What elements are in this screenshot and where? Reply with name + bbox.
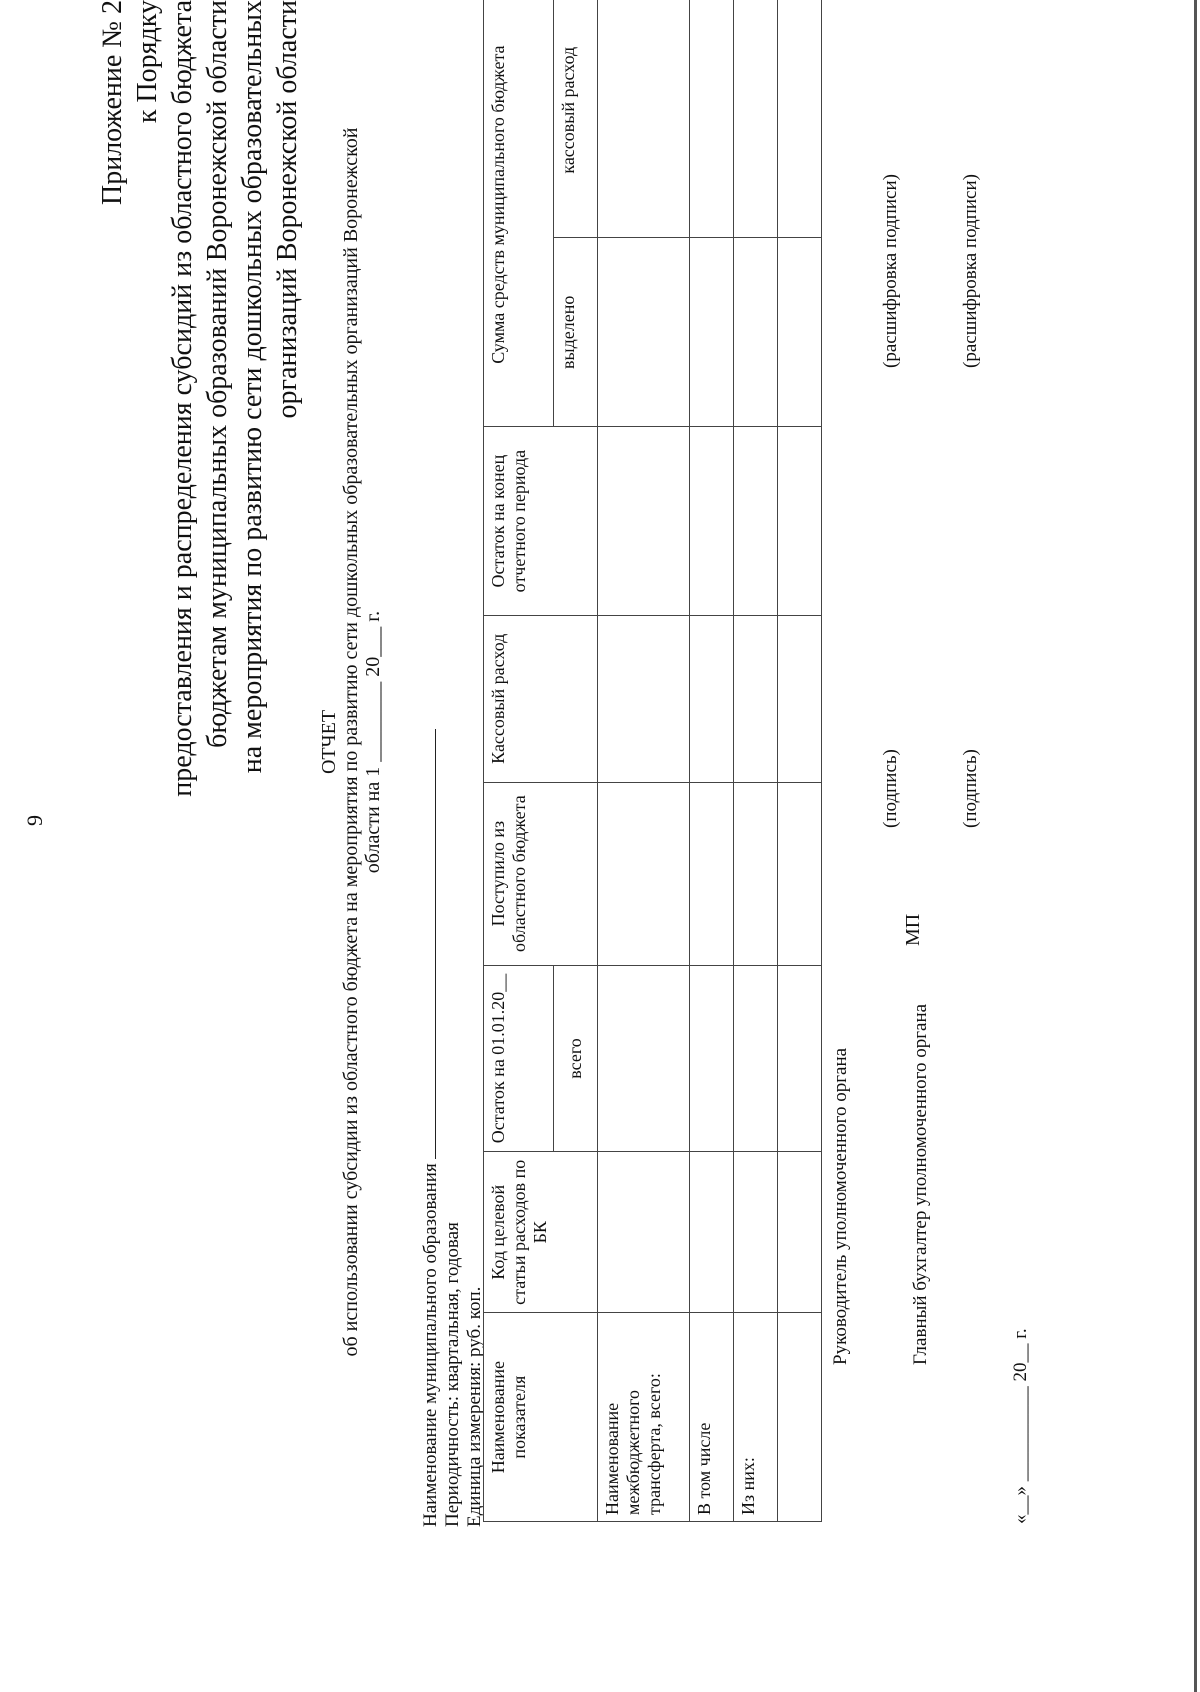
stamp-mark: МП: [902, 913, 924, 946]
cell[interactable]: [598, 965, 690, 1152]
header-balance-start: Остаток на 01.01.20__: [484, 965, 554, 1152]
cell[interactable]: [778, 0, 822, 238]
cell[interactable]: [598, 427, 690, 616]
report-subtitle-date: области на 1 ________ 20___ г.: [362, 610, 384, 874]
cell[interactable]: [598, 0, 690, 238]
unit: Единица измерения: руб. коп.: [464, 1286, 485, 1527]
municipality-field[interactable]: [435, 729, 436, 1159]
report-title-block: [318, 12, 384, 1472]
appendix-line: бюджетам муниципальных образований Воронежской области: [202, 0, 233, 748]
cell[interactable]: [690, 1152, 734, 1313]
cell[interactable]: [690, 0, 734, 238]
page-number: 9: [22, 815, 47, 826]
header-municipal-sum: Сумма средств муниципального бюджета: [484, 0, 554, 427]
cell[interactable]: [690, 782, 734, 965]
cell[interactable]: [734, 1152, 778, 1313]
cell[interactable]: [778, 238, 822, 427]
header-balance-end: Остаток на конец отчетного периода: [484, 427, 598, 616]
cell[interactable]: [734, 782, 778, 965]
accountant-signatory: Главный бухгалтер уполномоченного органа: [910, 1003, 931, 1365]
cell[interactable]: [734, 965, 778, 1152]
header-balance-start-total: всего: [554, 965, 598, 1152]
cell[interactable]: [778, 615, 822, 782]
table-row: [690, 0, 734, 1522]
header-received: Поступило из областного бюджета: [484, 782, 598, 965]
cell[interactable]: [598, 1152, 690, 1313]
row-label: В том числе: [690, 1313, 734, 1522]
header-cash-expense: Кассовый расход: [484, 615, 598, 782]
header-municipal-cash: кассовый расход: [554, 0, 598, 238]
appendix-line: к Порядку: [132, 0, 163, 124]
report-meta: [420, 729, 486, 1527]
cell[interactable]: [778, 427, 822, 616]
cell[interactable]: [778, 965, 822, 1152]
appendix-heading: [95, 0, 305, 1560]
cell[interactable]: [690, 615, 734, 782]
cell[interactable]: [598, 238, 690, 427]
row-label: [778, 1313, 822, 1522]
signature-decode-caption: (расшифровка подписи): [960, 174, 981, 368]
report-subtitle: об использовании субсидии из областного бюджета на мероприятия по развитию сети дошкольных образовательных организаций Воронежской: [340, 127, 362, 1357]
report-table: [483, 0, 822, 1522]
signature-caption: (подпись): [880, 749, 901, 828]
header-code: Код целевой статьи расходов по БК: [484, 1152, 598, 1313]
header-allocated: выделено: [554, 238, 598, 427]
header-indicator: Наименование показателя: [484, 1313, 598, 1522]
table-row: [734, 0, 778, 1522]
report-title: ОТЧЕТ: [318, 709, 340, 775]
row-label: Из них:: [734, 1313, 778, 1522]
cell[interactable]: [734, 615, 778, 782]
appendix-line: на мероприятия по развитию сети дошкольных образовательных: [237, 0, 268, 774]
cell[interactable]: [598, 615, 690, 782]
appendix-line: предоставления и распределения субсидий из областного бюджета: [167, 0, 198, 797]
head-signatory: Руководитель уполномоченного органа: [830, 1047, 851, 1365]
cell[interactable]: [690, 238, 734, 427]
row-label: Наименование межбюджетного трансферта, всего:: [598, 1313, 690, 1522]
signature-caption: (подпись): [960, 749, 981, 828]
table-row: [598, 0, 690, 1522]
table-row: [778, 0, 822, 1522]
cell[interactable]: [734, 0, 778, 238]
cell[interactable]: [690, 427, 734, 616]
periodicity: Периодичность: квартальная, годовая: [442, 1222, 463, 1527]
appendix-line: организаций Воронежской области: [272, 0, 303, 419]
appendix-line: Приложение № 2: [97, 0, 128, 205]
signature-decode-caption: (расшифровка подписи): [880, 174, 901, 368]
scan-edge-line: [1194, 0, 1197, 1692]
cell[interactable]: [734, 238, 778, 427]
cell[interactable]: [598, 782, 690, 965]
cell[interactable]: [734, 427, 778, 616]
municipality-label: Наименование муниципального образования: [420, 1163, 441, 1527]
cell[interactable]: [690, 965, 734, 1152]
cell[interactable]: [778, 782, 822, 965]
date-line: «__» __________ 20__ г.: [1010, 1328, 1031, 1524]
cell[interactable]: [778, 1152, 822, 1313]
